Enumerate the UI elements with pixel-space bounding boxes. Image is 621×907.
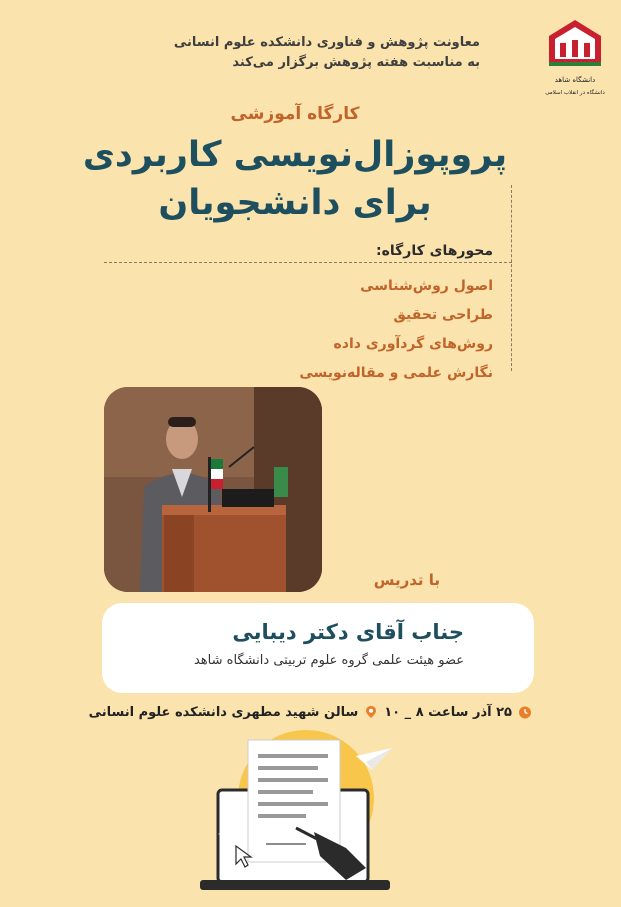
- speaker-photo: [104, 387, 322, 592]
- event-title-line-1: پروپوزال‌نویسی کاربردی: [82, 135, 508, 175]
- logo-emblem-icon: [549, 20, 601, 66]
- clock-icon: [518, 705, 532, 719]
- topic-item: نگارش علمی و مقاله‌نویسی: [299, 365, 493, 381]
- laptop-document-illustration: [196, 728, 396, 893]
- speaker-card: [102, 603, 534, 693]
- dashed-divider-horizontal: [104, 262, 512, 263]
- event-info-line: [88, 701, 532, 723]
- instructor-label: با تدریس: [373, 571, 440, 589]
- dashed-divider-vertical: [511, 185, 512, 371]
- organizer-text: [120, 33, 480, 73]
- topic-item: روش‌های گردآوری داده: [333, 336, 493, 352]
- university-logo: [543, 18, 607, 108]
- workshop-kicker: کارگاه آموزشی: [230, 104, 360, 124]
- speaker-name: جناب آقای دکتر دیبایی: [232, 620, 464, 644]
- event-datetime: ۲۵ آذر ساعت ۸ _ ۱۰: [384, 704, 512, 720]
- event-title-line-2: برای دانشجویان: [158, 183, 432, 223]
- speaker-role: عضو هیئت علمی گروه علوم تربیتی دانشگاه شاهد: [193, 653, 464, 668]
- logo-text-1: دانشگاه شاهد: [554, 76, 596, 84]
- location-pin-icon: [364, 705, 378, 719]
- topic-item: طراحی تحقیق: [393, 307, 493, 323]
- organizer-line-2: به مناسبت هفته پژوهش برگزار می‌کند: [232, 55, 480, 70]
- organizer-line-1: معاونت پژوهش و فناوری دانشکده علوم انسانی: [173, 35, 480, 50]
- logo-text-2: دانشگاه در انقلاب اسلامی: [545, 90, 605, 96]
- topics-heading: محورهای کارگاه:: [376, 243, 493, 259]
- event-venue: سالن شهید مطهری دانشکده علوم انسانی: [88, 704, 359, 720]
- topic-item: اصول روش‌شناسی: [360, 278, 493, 294]
- topics-list: [240, 272, 493, 388]
